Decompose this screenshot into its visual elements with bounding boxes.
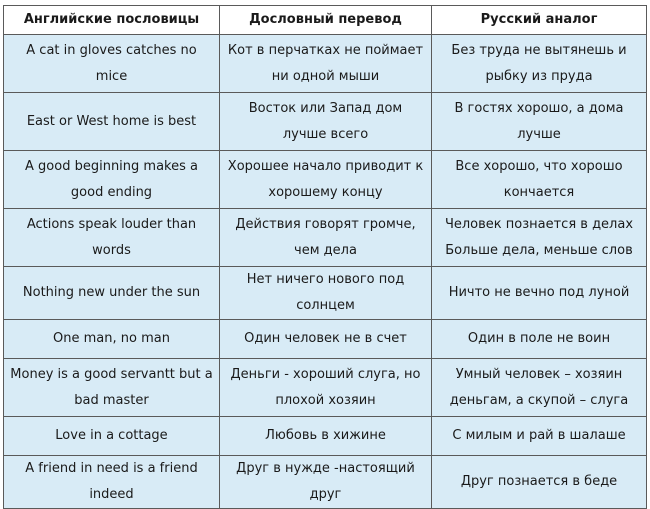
english-proverb-cell: Money is a good servantt but a bad master (4, 359, 220, 417)
literal-translation-cell: Один человек не в счет (220, 320, 432, 359)
literal-translation-cell: Хорошее начало приводит к хорошему концу (220, 151, 432, 209)
russian-analog-cell: Без труда не вытянешь и рыбку из пруда (432, 35, 647, 93)
russian-analog-cell: Умный человек – хозяин деньгам, а скупой – слуга (432, 359, 647, 417)
header-russian-analog: Русский аналог (432, 6, 647, 35)
russian-analog-cell: Один в поле не воин (432, 320, 647, 359)
literal-translation-cell: Деньги - хороший слуга, но плохой хозяин (220, 359, 432, 417)
english-proverb-cell: Actions speak louder than words (4, 209, 220, 267)
literal-translation-cell: Действия говорят громче, чем дела (220, 209, 432, 267)
table-row (4, 35, 647, 93)
russian-analog-cell: С милым и рай в шалаше (432, 417, 647, 456)
table-row (4, 151, 647, 209)
table-row (4, 456, 647, 509)
table-row (4, 320, 647, 359)
table-header-row (4, 6, 647, 35)
english-proverb-cell: Love in a cottage (4, 417, 220, 456)
english-proverb-cell: East or West home is best (4, 93, 220, 151)
literal-translation-cell: Любовь в хижине (220, 417, 432, 456)
russian-analog-cell: Ничто не вечно под луной (432, 267, 647, 320)
table-row (4, 417, 647, 456)
header-english-proverbs: Английские пословицы (4, 6, 220, 35)
literal-translation-cell: Кот в перчатках не поймает ни одной мыши (220, 35, 432, 93)
literal-translation-cell: Друг в нужде -настоящий друг (220, 456, 432, 509)
table-row (4, 359, 647, 417)
russian-analog-cell: Человек познается в делах Больше дела, меньше слов (432, 209, 647, 267)
table-row (4, 267, 647, 320)
header-literal-translation: Дословный перевод (220, 6, 432, 35)
russian-analog-cell: Все хорошо, что хорошо кончается (432, 151, 647, 209)
english-proverb-cell: A cat in gloves catches no mice (4, 35, 220, 93)
literal-translation-cell: Нет ничего нового под солнцем (220, 267, 432, 320)
english-proverb-cell: A good beginning makes a good ending (4, 151, 220, 209)
english-proverb-cell: Nothing new under the sun (4, 267, 220, 320)
english-proverb-cell: A friend in need is a friend indeed (4, 456, 220, 509)
table-row (4, 209, 647, 267)
english-proverb-cell: One man, no man (4, 320, 220, 359)
russian-analog-cell: В гостях хорошо, а дома лучше (432, 93, 647, 151)
literal-translation-cell: Восток или Запад дом лучше всего (220, 93, 432, 151)
proverbs-table (3, 5, 647, 509)
russian-analog-cell: Друг познается в беде (432, 456, 647, 509)
table-row (4, 93, 647, 151)
